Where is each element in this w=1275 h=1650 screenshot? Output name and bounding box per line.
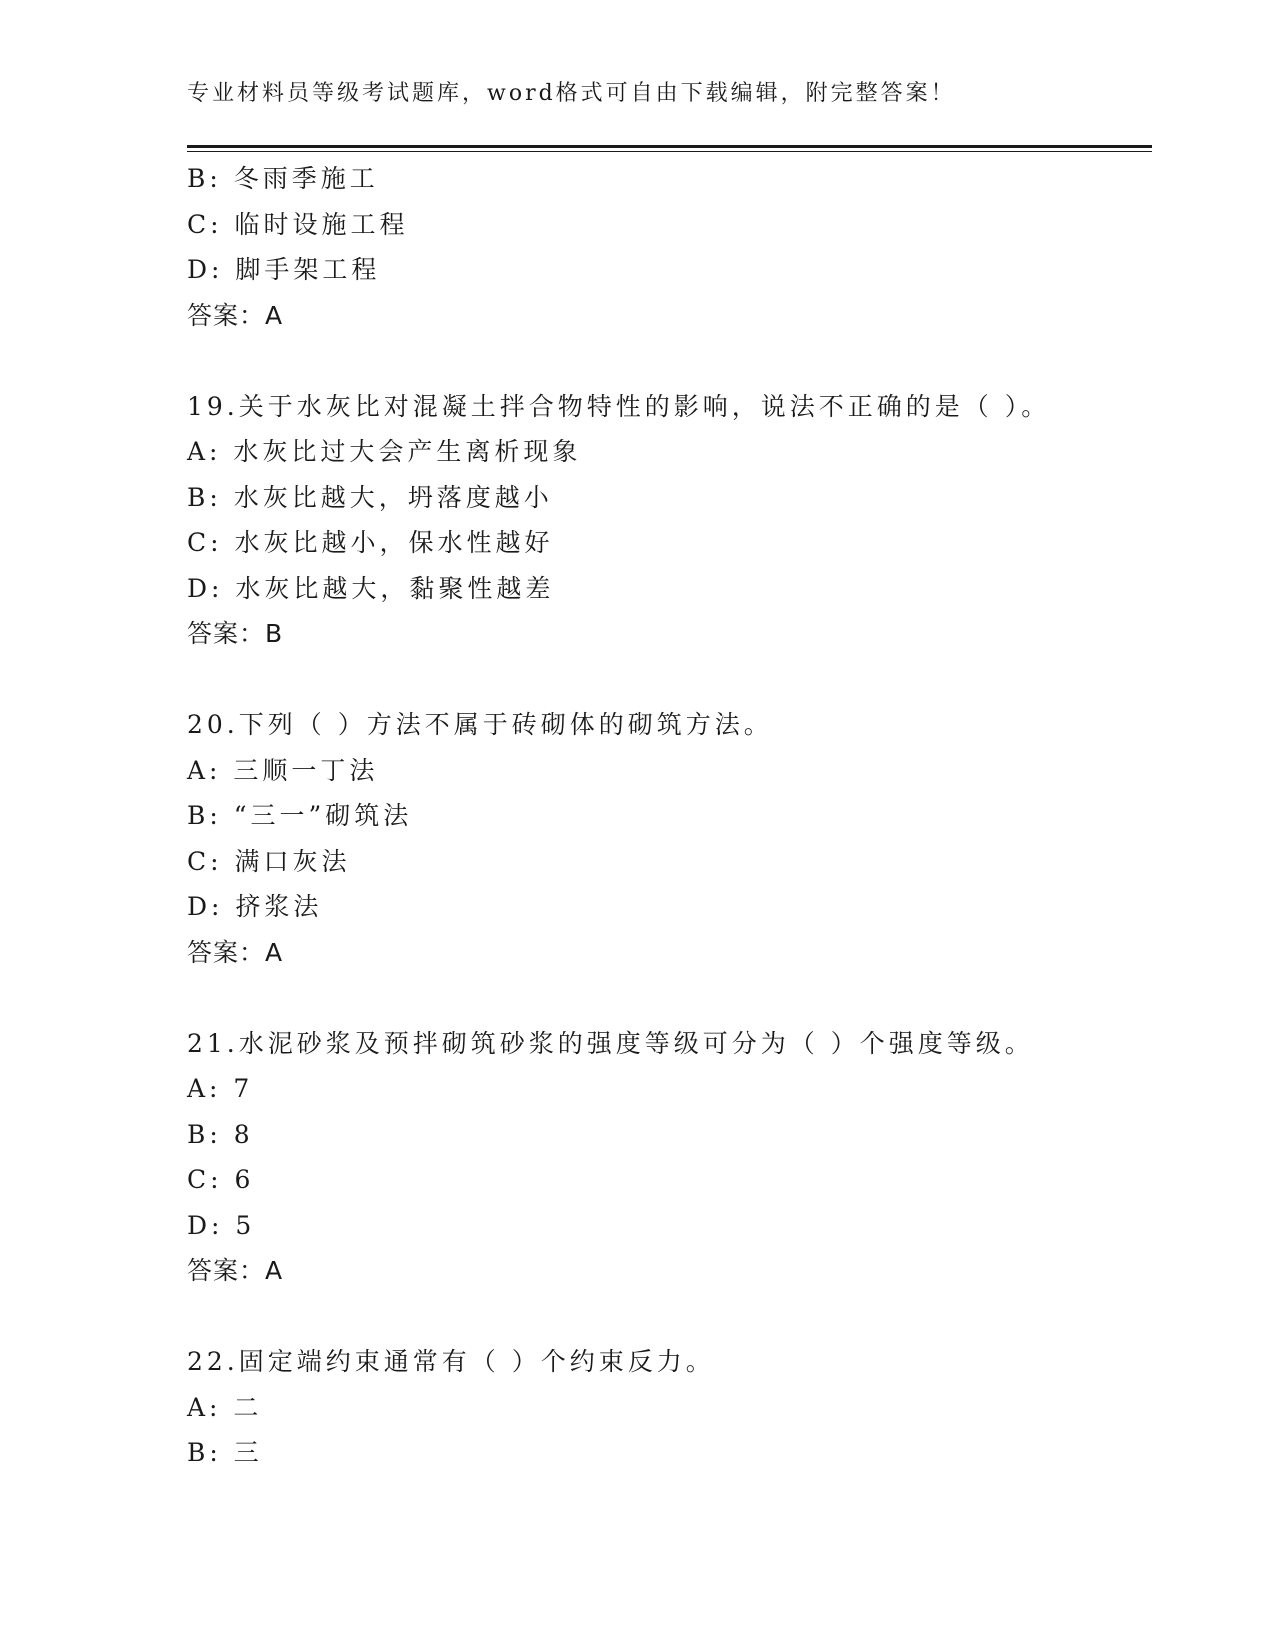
spacer xyxy=(187,338,1152,384)
option-d: D: 脚手架工程 xyxy=(187,255,381,284)
question-21 xyxy=(187,1021,1152,1294)
question-18-remainder xyxy=(187,156,1152,338)
question-stem: 22.固定端约束通常有（ ）个约束反力。 xyxy=(187,1347,715,1376)
option-c: C: 临时设施工程 xyxy=(187,209,409,239)
option-d: D: 水灰比越大，黏聚性越差 xyxy=(187,573,555,603)
question-stem: 21.水泥砂浆及预拌砌筑砂浆的强度等级可分为（ ）个强度等级。 xyxy=(187,1028,1034,1058)
option-a: A: 三顺一丁法 xyxy=(187,755,379,785)
page-header: 专业材料员等级考试题库，word格式可自由下载编辑，附完整答案！ xyxy=(187,81,956,106)
option-a: A: 二 xyxy=(187,1392,263,1422)
option-b: B: 8 xyxy=(187,1119,254,1149)
answer: 答案：A xyxy=(187,300,284,330)
question-22 xyxy=(187,1339,1152,1476)
option-a: A: 水灰比过大会产生离析现象 xyxy=(187,437,582,466)
answer: 答案：B xyxy=(187,619,284,648)
answer: 答案：A xyxy=(187,937,284,967)
option-c: C: 6 xyxy=(187,1165,255,1194)
answer: 答案：A xyxy=(187,1256,284,1285)
spacer xyxy=(187,657,1152,703)
option-d: D: 5 xyxy=(187,1210,256,1240)
option-c: C: 水灰比越小，保水性越好 xyxy=(187,528,554,557)
option-a: A: 7 xyxy=(187,1074,254,1103)
question-stem: 19.关于水灰比对混凝土拌合物特性的影响，说法不正确的是（ ）。 xyxy=(187,391,1051,421)
option-d: D: 挤浆法 xyxy=(187,892,323,921)
question-19 xyxy=(187,384,1152,657)
option-c: C: 满口灰法 xyxy=(187,846,351,876)
option-b: B: “三一”砌筑法 xyxy=(187,801,413,830)
spacer xyxy=(187,975,1152,1021)
question-list xyxy=(187,156,1152,1476)
option-b: B: 冬雨季施工 xyxy=(187,164,379,193)
header-rule-thin xyxy=(187,151,1152,152)
option-b: B: 三 xyxy=(187,1438,263,1467)
question-20 xyxy=(187,702,1152,975)
header-rule-thick xyxy=(187,145,1152,148)
spacer xyxy=(187,1294,1152,1340)
question-stem: 20.下列（ ）方法不属于砖砌体的砌筑方法。 xyxy=(187,710,773,739)
option-b: B: 水灰比越大，坍落度越小 xyxy=(187,482,553,512)
